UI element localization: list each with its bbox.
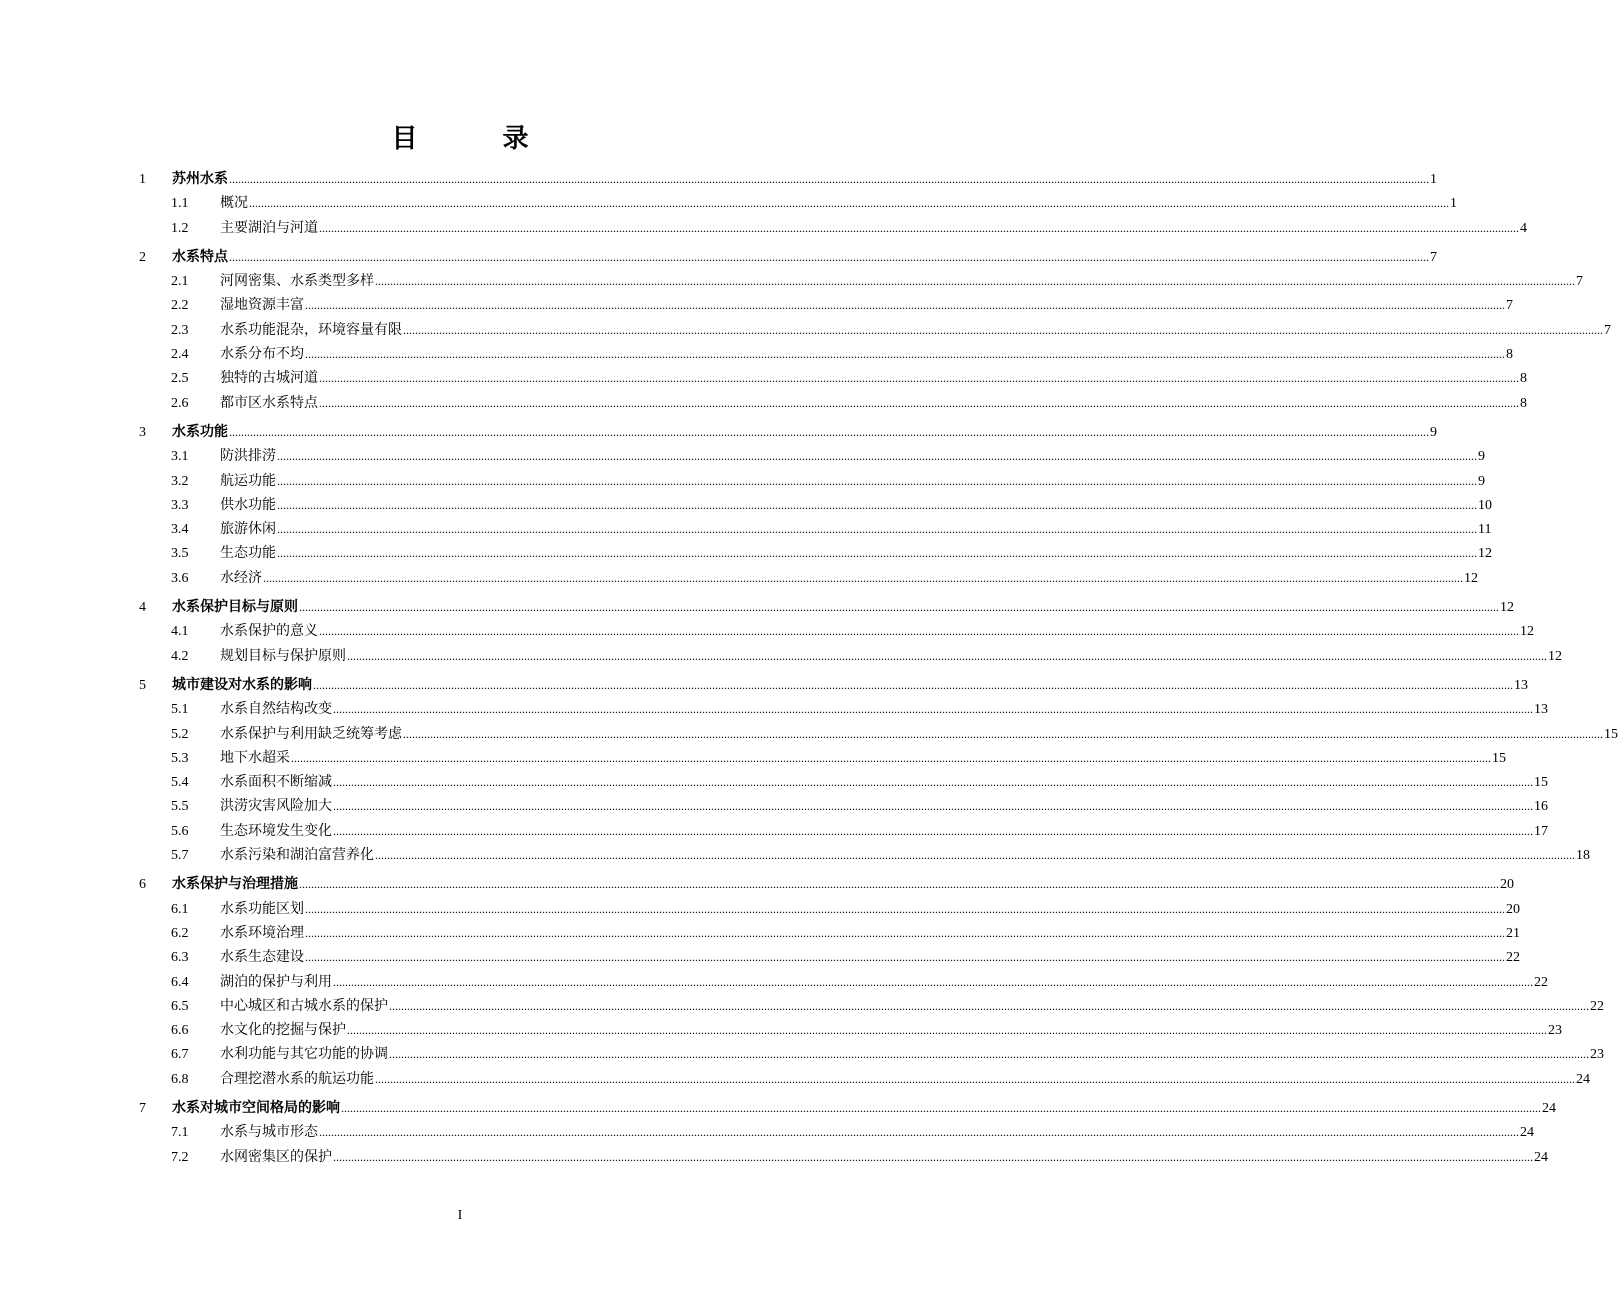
toc-section-entry[interactable] <box>139 1019 1562 1043</box>
toc-entry-page: 12 <box>1478 546 1492 562</box>
toc-leader-dots: ................................................................................................................................................................................................................................................................................................................................................................................................................ <box>229 249 1429 264</box>
toc-leader-dots: ................................................................................................................................................................................................................................................................................................................................................................................................................ <box>333 775 1533 790</box>
toc-entry-page: 8 <box>1506 347 1513 363</box>
toc-leader-dots: ................................................................................................................................................................................................................................................................................................................................................................................................................ <box>229 172 1429 186</box>
toc-leader-dots: ................................................................................................................................................................................................................................................................................................................................................................................................................ <box>403 322 1603 337</box>
toc-entry-title: 水系污染和湖泊富营养化 <box>220 847 374 864</box>
toc-entry-page: 13 <box>1534 702 1548 718</box>
toc-entry-page: 24 <box>1576 1071 1590 1087</box>
toc-section-entry[interactable] <box>139 367 1527 391</box>
toc-chapter-entry[interactable] <box>139 421 1437 445</box>
toc-entry-number: 1.2 <box>171 220 189 236</box>
toc-entry-title: 都市区水系特点 <box>220 394 318 411</box>
toc-leader-dots: ................................................................................................................................................................................................................................................................................................................................................................................................................ <box>305 347 1505 362</box>
toc-entry-page: 15 <box>1534 775 1548 791</box>
toc-leader-dots: ................................................................................................................................................................................................................................................................................................................................................................................................................ <box>319 371 1519 386</box>
toc-entry-number: 5.7 <box>171 848 189 864</box>
toc-leader-dots: ................................................................................................................................................................................................................................................................................................................................................................................................................ <box>389 998 1589 1013</box>
toc-leader-dots: ................................................................................................................................................................................................................................................................................................................................................................................................................ <box>305 901 1505 916</box>
toc-entry-number: 1.1 <box>171 196 189 212</box>
toc-entry-title: 苏州水系 <box>172 171 228 187</box>
toc-section-entry[interactable] <box>139 1068 1590 1092</box>
toc-entry-number: 3.1 <box>171 449 189 465</box>
toc-entry-page: 8 <box>1520 395 1527 411</box>
toc-leader-dots: ................................................................................................................................................................................................................................................................................................................................................................................................................ <box>313 677 1513 692</box>
toc-leader-dots: ................................................................................................................................................................................................................................................................................................................................................................................................................ <box>375 274 1575 289</box>
toc-section-entry[interactable] <box>139 217 1527 241</box>
toc-section-entry[interactable] <box>139 946 1520 970</box>
toc-entry-number: 2.1 <box>171 274 189 290</box>
toc-entry-title: 水系自然结构改变 <box>220 701 332 718</box>
toc-entry-number: 6.1 <box>171 901 189 917</box>
toc-entry-title: 湿地资源丰富 <box>220 297 304 314</box>
toc-entry-title: 合理挖潜水系的航运功能 <box>220 1070 374 1087</box>
toc-entry-title: 水文化的挖掘与保护 <box>220 1022 346 1039</box>
toc-entry-page: 22 <box>1534 974 1548 990</box>
toc-leader-dots: ................................................................................................................................................................................................................................................................................................................................................................................................................ <box>229 424 1429 439</box>
toc-entry-title: 水系环境治理 <box>220 924 304 941</box>
toc-entry-title: 洪涝灾害风险加大 <box>220 798 332 815</box>
toc-entry-number: 6.7 <box>171 1047 189 1063</box>
toc-entry-page: 23 <box>1590 1047 1604 1063</box>
toc-entry-number: 6.6 <box>171 1023 189 1039</box>
toc-leader-dots: ................................................................................................................................................................................................................................................................................................................................................................................................................ <box>305 925 1505 940</box>
table-of-contents <box>139 168 1618 1175</box>
toc-entry-page: 24 <box>1520 1125 1534 1141</box>
toc-entry-number: 4.2 <box>171 648 189 664</box>
toc-entry-page: 17 <box>1534 823 1548 839</box>
toc-entry-number: 6.4 <box>171 974 189 990</box>
toc-section-entry[interactable] <box>139 494 1492 518</box>
toc-entry-number: 5.2 <box>171 726 189 742</box>
toc-entry-title: 水经济 <box>220 569 262 586</box>
toc-entry-page: 9 <box>1430 424 1437 440</box>
toc-section-entry[interactable] <box>139 645 1562 669</box>
toc-leader-dots: ................................................................................................................................................................................................................................................................................................................................................................................................................ <box>347 1023 1547 1038</box>
toc-entry-number: 5.3 <box>171 750 189 766</box>
toc-leader-dots: ................................................................................................................................................................................................................................................................................................................................................................................................................ <box>375 848 1575 863</box>
toc-section-entry[interactable] <box>139 1043 1604 1067</box>
toc-leader-dots: ................................................................................................................................................................................................................................................................................................................................................................................................................ <box>277 522 1477 537</box>
toc-entry-title: 湖泊的保护与利用 <box>220 973 332 990</box>
toc-entry-page: 8 <box>1520 371 1527 387</box>
toc-entry-title: 独特的古城河道 <box>220 370 318 387</box>
toc-entry-number: 7.2 <box>171 1149 189 1165</box>
toc-entry-title: 航运功能 <box>220 472 276 489</box>
toc-section-entry[interactable] <box>139 795 1548 819</box>
toc-section-entry[interactable] <box>139 1121 1534 1145</box>
toc-chapter-block <box>139 596 1562 669</box>
toc-entry-number: 7 <box>139 1100 146 1116</box>
toc-entry-page: 20 <box>1506 901 1520 917</box>
toc-entry-page: 20 <box>1500 877 1514 893</box>
toc-entry-number: 3.5 <box>171 546 189 562</box>
toc-entry-number: 4.1 <box>171 624 189 640</box>
toc-section-entry[interactable] <box>139 343 1513 367</box>
toc-chapter-entry[interactable] <box>139 596 1514 620</box>
toc-leader-dots: ................................................................................................................................................................................................................................................................................................................................................................................................................ <box>389 1047 1589 1062</box>
toc-leader-dots: ................................................................................................................................................................................................................................................................................................................................................................................................................ <box>277 473 1477 488</box>
toc-leader-dots: ................................................................................................................................................................................................................................................................................................................................................................................................................ <box>333 702 1533 717</box>
toc-chapter-block <box>139 1097 1556 1170</box>
toc-chapter-block <box>139 674 1618 868</box>
toc-entry-number: 3 <box>139 424 146 440</box>
toc-entry-number: 2.3 <box>171 322 189 338</box>
toc-entry-title: 水系保护的意义 <box>220 623 318 640</box>
toc-entry-page: 15 <box>1492 750 1506 766</box>
toc-entry-title: 水系对城市空间格局的影响 <box>172 1099 340 1116</box>
toc-entry-number: 2.5 <box>171 371 189 387</box>
toc-entry-number: 3.2 <box>171 473 189 489</box>
toc-entry-page: 12 <box>1464 570 1478 586</box>
toc-section-entry[interactable] <box>139 698 1548 722</box>
toc-leader-dots: ................................................................................................................................................................................................................................................................................................................................................................................................................ <box>341 1100 1541 1115</box>
toc-entry-number: 3.4 <box>171 522 189 538</box>
toc-entry-page: 1 <box>1430 172 1437 187</box>
toc-section-entry[interactable] <box>139 898 1520 922</box>
toc-entry-title: 水系功能混杂，环境容量有限 <box>220 321 402 338</box>
toc-entry-page: 24 <box>1534 1149 1548 1165</box>
toc-chapter-entry[interactable] <box>139 168 1437 192</box>
toc-entry-page: 23 <box>1548 1023 1562 1039</box>
toc-entry-page: 13 <box>1514 677 1528 693</box>
toc-leader-dots: ................................................................................................................................................................................................................................................................................................................................................................................................................ <box>299 600 1499 615</box>
toc-leader-dots: ................................................................................................................................................................................................................................................................................................................................................................................................................ <box>277 497 1477 512</box>
toc-entry-title: 规划目标与保护原则 <box>220 647 346 664</box>
page-title: 目 录 <box>391 124 567 154</box>
toc-leader-dots: ................................................................................................................................................................................................................................................................................................................................................................................................................ <box>299 877 1499 892</box>
toc-entry-title: 水网密集区的保护 <box>220 1148 332 1165</box>
toc-entry-title: 河网密集、水系类型多样 <box>220 273 374 290</box>
toc-leader-dots: ................................................................................................................................................................................................................................................................................................................................................................................................................ <box>333 799 1533 814</box>
toc-leader-dots: ................................................................................................................................................................................................................................................................................................................................................................................................................ <box>319 220 1519 235</box>
toc-entry-page: 9 <box>1478 449 1485 465</box>
toc-entry-title: 水系与城市形态 <box>220 1124 318 1141</box>
toc-entry-number: 2 <box>139 249 146 265</box>
toc-entry-page: 1 <box>1450 196 1457 212</box>
toc-entry-title: 水系功能 <box>172 423 228 440</box>
toc-leader-dots: ................................................................................................................................................................................................................................................................................................................................................................................................................ <box>277 449 1477 464</box>
toc-leader-dots: ................................................................................................................................................................................................................................................................................................................................................................................................................ <box>319 395 1519 410</box>
toc-entry-title: 防洪排涝 <box>220 448 276 465</box>
toc-leader-dots: ................................................................................................................................................................................................................................................................................................................................................................................................................ <box>263 570 1463 585</box>
toc-entry-number: 2.6 <box>171 395 189 411</box>
toc-chapter-block <box>139 246 1611 416</box>
toc-entry-title: 城市建设对水系的影响 <box>172 676 312 693</box>
toc-entry-title: 水系生态建设 <box>220 949 304 966</box>
toc-leader-dots: ................................................................................................................................................................................................................................................................................................................................................................................................................ <box>347 648 1547 663</box>
toc-entry-number: 2.2 <box>171 298 189 314</box>
toc-entry-number: 5.6 <box>171 823 189 839</box>
toc-entry-page: 21 <box>1506 925 1520 941</box>
toc-leader-dots: ................................................................................................................................................................................................................................................................................................................................................................................................................ <box>291 750 1491 765</box>
toc-entry-title: 水系功能区划 <box>220 900 304 917</box>
toc-entry-number: 4 <box>139 600 146 616</box>
toc-leader-dots: ................................................................................................................................................................................................................................................................................................................................................................................................................ <box>305 298 1505 313</box>
toc-entry-title: 供水功能 <box>220 496 276 513</box>
toc-section-entry[interactable] <box>139 1146 1548 1170</box>
toc-entry-page: 7 <box>1430 249 1437 265</box>
toc-section-entry[interactable] <box>139 319 1611 343</box>
toc-entry-number: 6.2 <box>171 925 189 941</box>
toc-section-entry[interactable] <box>139 747 1506 771</box>
toc-entry-title: 水系面积不断缩减 <box>220 774 332 791</box>
toc-leader-dots: ................................................................................................................................................................................................................................................................................................................................................................................................................ <box>249 196 1449 211</box>
toc-leader-dots: ................................................................................................................................................................................................................................................................................................................................................................................................................ <box>277 546 1477 561</box>
toc-entry-title: 生态环境发生变化 <box>220 822 332 839</box>
toc-leader-dots: ................................................................................................................................................................................................................................................................................................................................................................................................................ <box>305 950 1505 965</box>
toc-entry-number: 3.6 <box>171 570 189 586</box>
toc-section-entry[interactable] <box>139 567 1478 591</box>
toc-entry-page: 12 <box>1500 600 1514 616</box>
toc-entry-page: 10 <box>1478 497 1492 513</box>
toc-entry-number: 6.5 <box>171 998 189 1014</box>
toc-entry-number: 5.5 <box>171 799 189 815</box>
toc-entry-page: 15 <box>1604 726 1618 742</box>
toc-entry-page: 12 <box>1520 624 1534 640</box>
toc-entry-title: 地下水超采 <box>220 749 290 766</box>
toc-section-entry[interactable] <box>139 470 1485 494</box>
toc-entry-number: 5.4 <box>171 775 189 791</box>
toc-entry-number: 1 <box>139 172 146 187</box>
toc-entry-title: 水系特点 <box>172 248 228 265</box>
toc-entry-page: 22 <box>1590 998 1604 1014</box>
toc-section-entry[interactable] <box>139 723 1618 747</box>
toc-section-entry[interactable] <box>139 518 1492 542</box>
toc-section-entry[interactable] <box>139 392 1527 416</box>
toc-leader-dots: ................................................................................................................................................................................................................................................................................................................................................................................................................ <box>333 1149 1533 1164</box>
toc-entry-title: 旅游休闲 <box>220 521 276 538</box>
toc-entry-number: 2.4 <box>171 347 189 363</box>
toc-entry-title: 概况 <box>220 195 248 212</box>
toc-section-entry[interactable] <box>139 922 1520 946</box>
toc-section-entry[interactable] <box>139 294 1513 318</box>
toc-entry-number: 6 <box>139 877 146 893</box>
toc-entry-number: 6.8 <box>171 1071 189 1087</box>
toc-leader-dots: ................................................................................................................................................................................................................................................................................................................................................................................................................ <box>333 974 1533 989</box>
toc-entry-title: 水利功能与其它功能的协调 <box>220 1046 388 1063</box>
toc-entry-page: 4 <box>1520 220 1527 236</box>
toc-leader-dots: ................................................................................................................................................................................................................................................................................................................................................................................................................ <box>319 624 1519 639</box>
toc-leader-dots: ................................................................................................................................................................................................................................................................................................................................................................................................................ <box>375 1071 1575 1086</box>
toc-entry-page: 24 <box>1542 1100 1556 1116</box>
toc-entry-number: 6.3 <box>171 950 189 966</box>
toc-entry-title: 主要湖泊与河道 <box>220 219 318 236</box>
toc-section-entry[interactable] <box>139 192 1457 216</box>
toc-entry-title: 水系保护与治理措施 <box>172 876 298 893</box>
toc-entry-title: 生态功能 <box>220 545 276 562</box>
toc-chapter-entry[interactable] <box>139 1097 1556 1121</box>
toc-section-entry[interactable] <box>139 542 1492 566</box>
toc-entry-page: 7 <box>1576 274 1583 290</box>
toc-entry-title: 中心城区和古城水系的保护 <box>220 997 388 1014</box>
toc-entry-number: 7.1 <box>171 1125 189 1141</box>
toc-entry-page: 12 <box>1548 648 1562 664</box>
toc-leader-dots: ................................................................................................................................................................................................................................................................................................................................................................................................................ <box>319 1125 1519 1140</box>
toc-chapter-entry[interactable] <box>139 674 1528 698</box>
toc-entry-page: 7 <box>1506 298 1513 314</box>
toc-entry-page: 16 <box>1534 799 1548 815</box>
toc-section-entry[interactable] <box>139 971 1548 995</box>
toc-section-entry[interactable] <box>139 445 1485 469</box>
toc-section-entry[interactable] <box>139 270 1583 294</box>
toc-chapter-block <box>139 168 1527 241</box>
toc-entry-page: 9 <box>1478 473 1485 489</box>
toc-section-entry[interactable] <box>139 820 1548 844</box>
toc-chapter-block <box>139 421 1492 591</box>
toc-chapter-entry[interactable] <box>139 246 1437 270</box>
toc-leader-dots: ................................................................................................................................................................................................................................................................................................................................................................................................................ <box>333 823 1533 838</box>
toc-entry-page: 7 <box>1604 322 1611 338</box>
toc-section-entry[interactable] <box>139 771 1548 795</box>
toc-entry-number: 5.1 <box>171 702 189 718</box>
toc-chapter-block <box>139 873 1604 1092</box>
page-number: I <box>457 1208 463 1223</box>
toc-chapter-entry[interactable] <box>139 873 1514 897</box>
toc-section-entry[interactable] <box>139 995 1604 1019</box>
toc-section-entry[interactable] <box>139 844 1590 868</box>
toc-entry-number: 3.3 <box>171 497 189 513</box>
toc-entry-number: 5 <box>139 677 146 693</box>
toc-entry-page: 11 <box>1478 522 1492 538</box>
toc-entry-page: 18 <box>1576 848 1590 864</box>
toc-entry-title: 水系分布不均 <box>220 346 304 363</box>
toc-entry-title: 水系保护目标与原则 <box>172 599 298 616</box>
toc-leader-dots: ................................................................................................................................................................................................................................................................................................................................................................................................................ <box>403 726 1603 741</box>
toc-entry-page: 22 <box>1506 950 1520 966</box>
toc-entry-title: 水系保护与利用缺乏统筹考虑 <box>220 725 402 742</box>
toc-section-entry[interactable] <box>139 620 1534 644</box>
